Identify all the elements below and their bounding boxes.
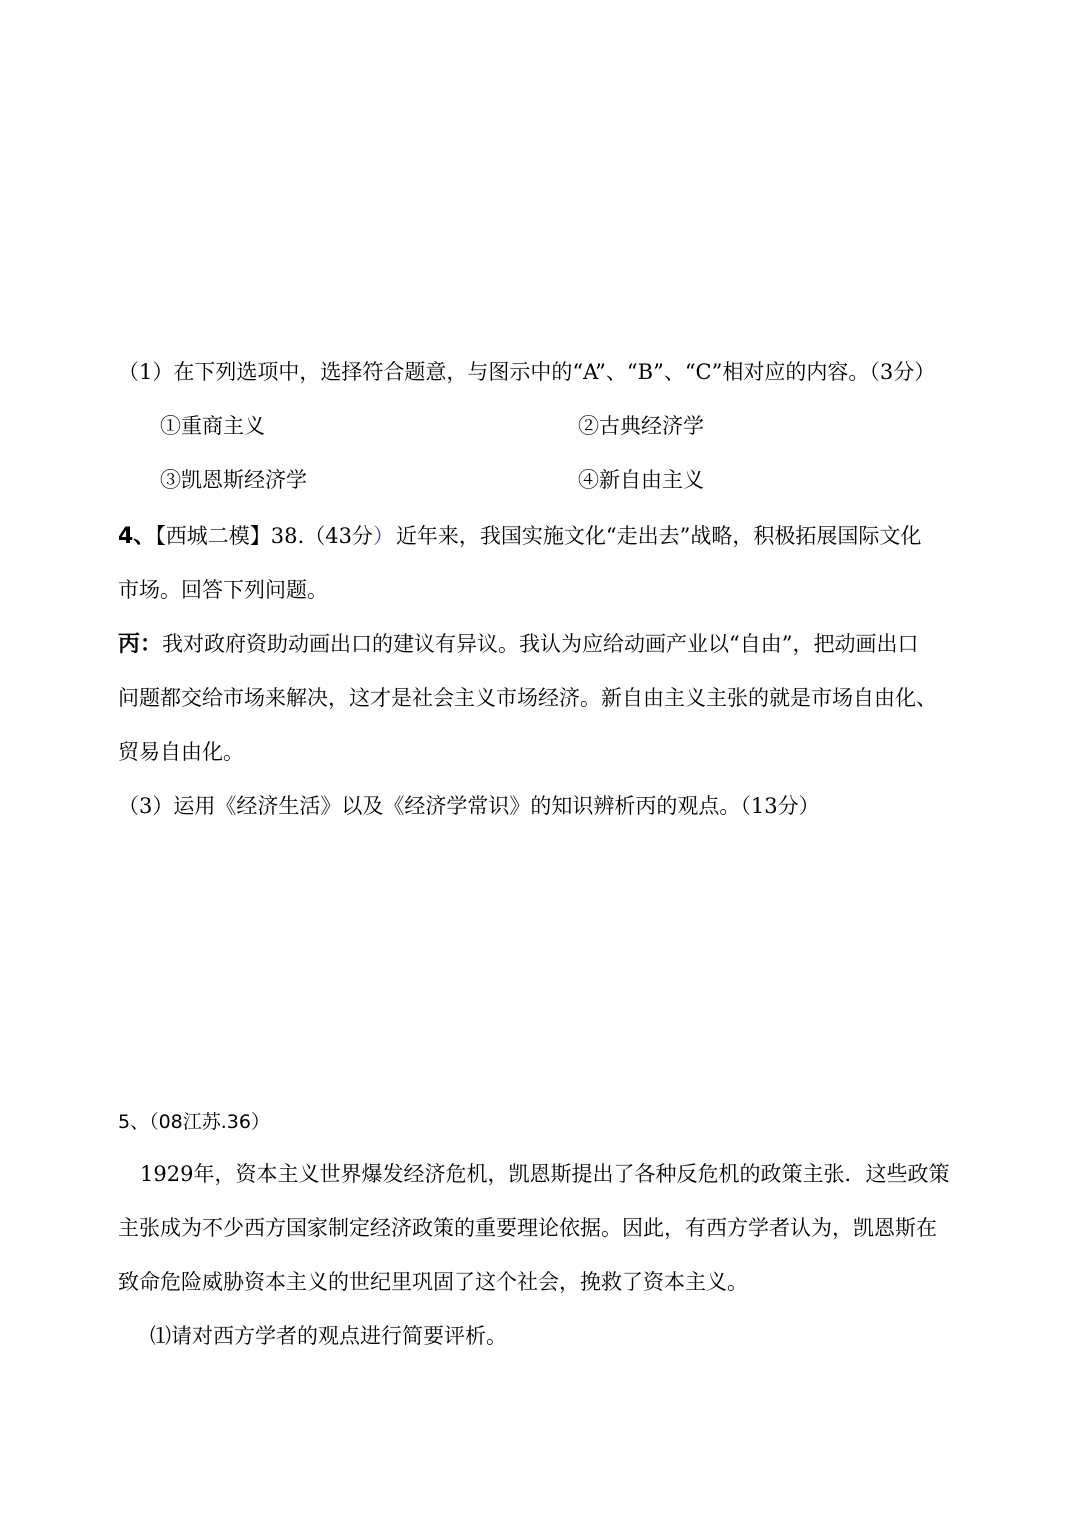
option-2: ②古典经济学 xyxy=(578,414,704,438)
question-4-opinion-line1 xyxy=(118,630,918,659)
speaker-label: 丙： xyxy=(118,632,163,657)
question-5-header: 5、（08江苏.36） xyxy=(118,1111,270,1133)
option-1: ①重商主义 xyxy=(160,414,265,438)
question-4-sub3: （3）运用《经济生活》以及《经济学常识》的知识辨析丙的观点。（13分） xyxy=(118,794,820,818)
question-5-stem-line3: 致命危险威胁资本主义的世纪里巩固了这个社会，挽救了资本主义。 xyxy=(118,1270,748,1294)
question-4-source: 【西城二模】38.（43分 xyxy=(155,524,373,548)
option-3: ③凯恩斯经济学 xyxy=(160,468,307,492)
question-5-stem-line1: 1929年，资本主义世界爆发经济危机，凯恩斯提出了各种反危机的政策主张．这些政策 xyxy=(140,1162,950,1186)
option-4: ④新自由主义 xyxy=(578,468,704,492)
question-sub1: （1）在下列选项中，选择符合题意，与图示中的“A”、“B”、“C”相对应的内容。（3分） xyxy=(118,360,936,384)
question-4-opinion-line2: 问题都交给市场来解决，这才是社会主义市场经济。新自由主义主张的就是市场自由化、 xyxy=(118,686,937,710)
opinion-text: 我对政府资助动画出口的建议有异议。我认为应给动画产业以“自由”，把动画出口 xyxy=(162,632,919,656)
question-5-stem-line2: 主张成为不少西方国家制定经济政策的重要理论依据。因此，有西方学者认为，凯恩斯在 xyxy=(118,1216,937,1240)
question-4-paren: ） xyxy=(372,524,394,548)
question-5-sub1: ⑴请对西方学者的观点进行简要评析。 xyxy=(150,1324,507,1348)
question-4-stem-line1: 近年来，我国实施文化“走出去”战略，积极拓展国际文化 xyxy=(395,524,922,548)
question-4-opinion-line3: 贸易自由化。 xyxy=(118,740,244,764)
question-4-stem-line2: 市场。回答下列问题。 xyxy=(118,578,328,602)
question-4-number: 4、 xyxy=(118,524,156,549)
question-4-header xyxy=(118,522,921,551)
